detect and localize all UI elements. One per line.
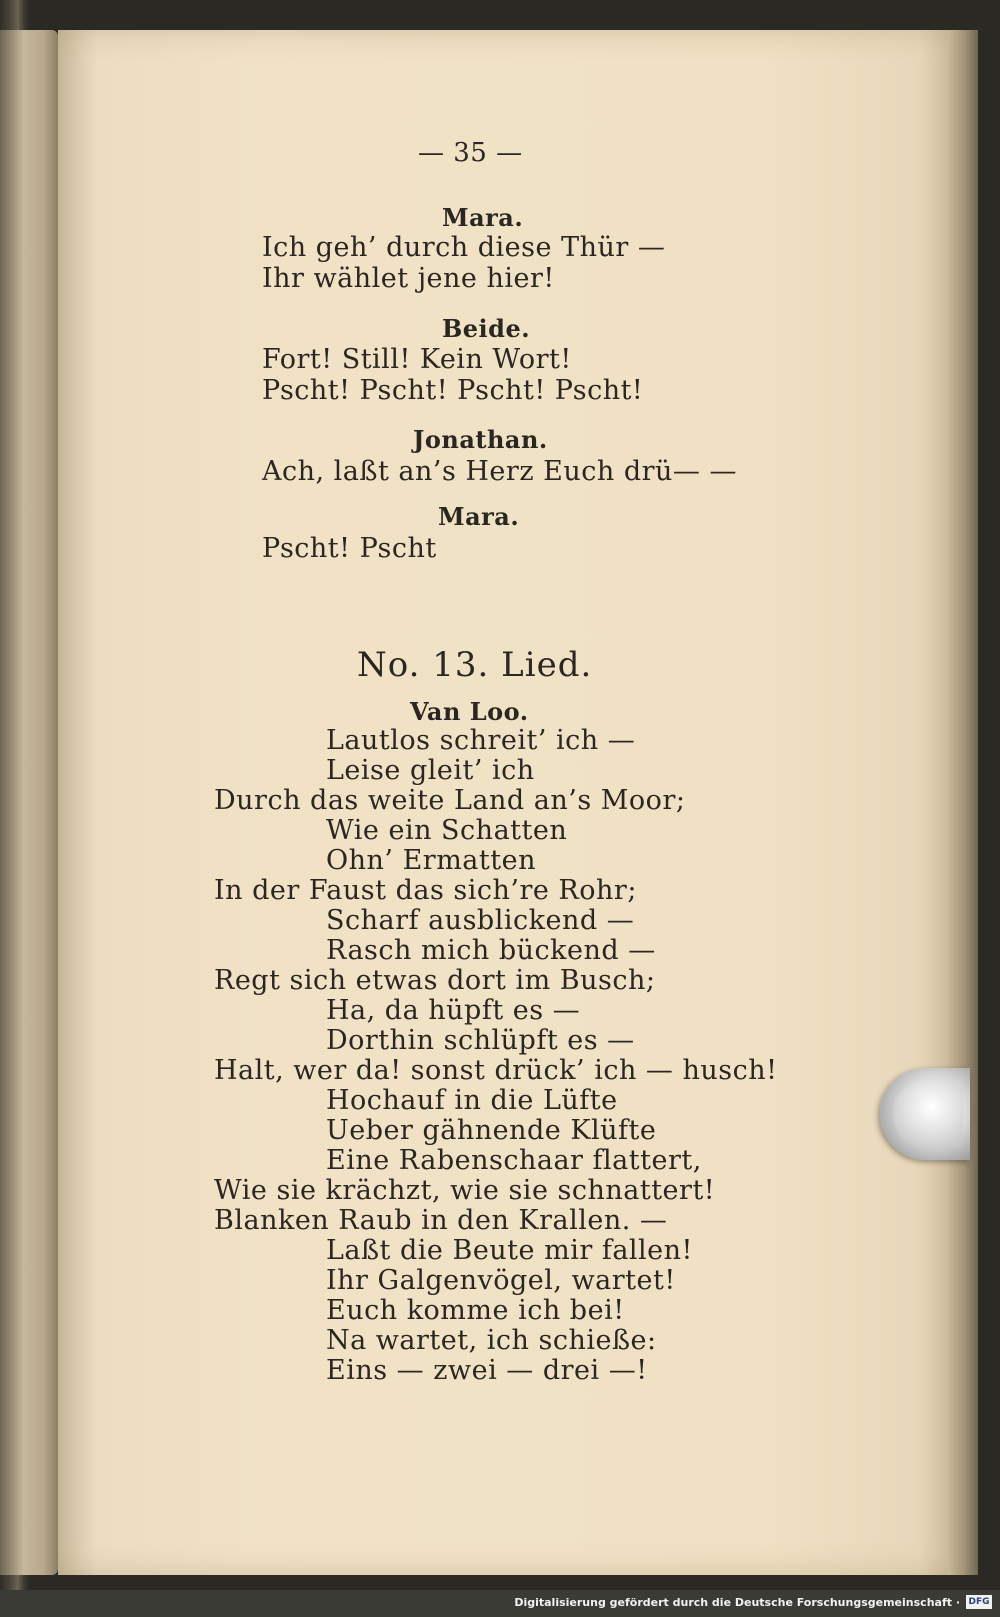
song-line: Rasch mich bückend — [326, 935, 656, 966]
song-line: Na wartet, ich schieße: [326, 1325, 657, 1356]
song-line: Halt, wer da! sonst drück’ ich — husch! [214, 1055, 778, 1086]
song-line: Lautlos schreit’ ich — [326, 725, 636, 756]
right-page-edge [948, 30, 978, 1575]
song-line: Laßt die Beute mir fallen! [326, 1235, 693, 1266]
verse-line: Ich geh’ durch diese Thür — [262, 232, 666, 263]
song-line: Hochauf in die Lüfte [326, 1085, 618, 1116]
song-line: Regt sich etwas dort im Busch; [214, 965, 656, 996]
song-line: Eine Rabenschaar flattert, [326, 1145, 702, 1176]
song-line: Leise gleit’ ich [326, 755, 535, 786]
page-number: — 35 — [418, 138, 523, 168]
verse-line: Ihr wählet jene hier! [262, 263, 555, 294]
verse-line: Ach, laßt an’s Herz Euch drü— — [262, 456, 737, 487]
verse-line: Fort! Still! Kein Wort! [262, 344, 572, 375]
left-page-edge [0, 30, 58, 1575]
song-line: Durch das weite Land an’s Moor; [214, 785, 686, 816]
song-line: Euch komme ich bei! [326, 1295, 625, 1326]
song-line: In der Faust das sich’re Rohr; [214, 875, 637, 906]
page-marker-highlight [893, 1080, 963, 1148]
speaker-jonathan: Jonathan. [413, 425, 548, 454]
song-heading: No. 13. Lied. [357, 645, 593, 685]
dfg-logo: DFG [966, 1595, 992, 1609]
song-line: Wie sie krächzt, wie sie schnattert! [214, 1175, 716, 1206]
speaker-mara: Mara. [438, 502, 520, 531]
song-line: Ha, da hüpft es — [326, 995, 581, 1026]
verse-line: Pscht! Pscht! Pscht! Pscht! [262, 375, 644, 406]
song-line: Ihr Galgenvögel, wartet! [326, 1265, 676, 1296]
footer-credit: Digitalisierung gefördert durch die Deutsche Forschungsgemeinschaft · [514, 1596, 960, 1609]
song-line: Blanken Raub in den Krallen. — [214, 1205, 668, 1236]
song-line: Dorthin schlüpft es — [326, 1025, 635, 1056]
speaker-beide: Beide. [442, 314, 531, 343]
song-line: Ohn’ Ermatten [326, 845, 536, 876]
speaker-mara: Mara. [442, 203, 524, 232]
verse-line: Pscht! Pscht [262, 533, 437, 564]
song-line: Ueber gähnende Klüfte [326, 1115, 657, 1146]
song-line: Eins — zwei — drei —! [326, 1355, 648, 1386]
speaker-van-loo: Van Loo. [410, 697, 529, 726]
song-line: Wie ein Schatten [326, 815, 568, 846]
song-line: Scharf ausblickend — [326, 905, 635, 936]
